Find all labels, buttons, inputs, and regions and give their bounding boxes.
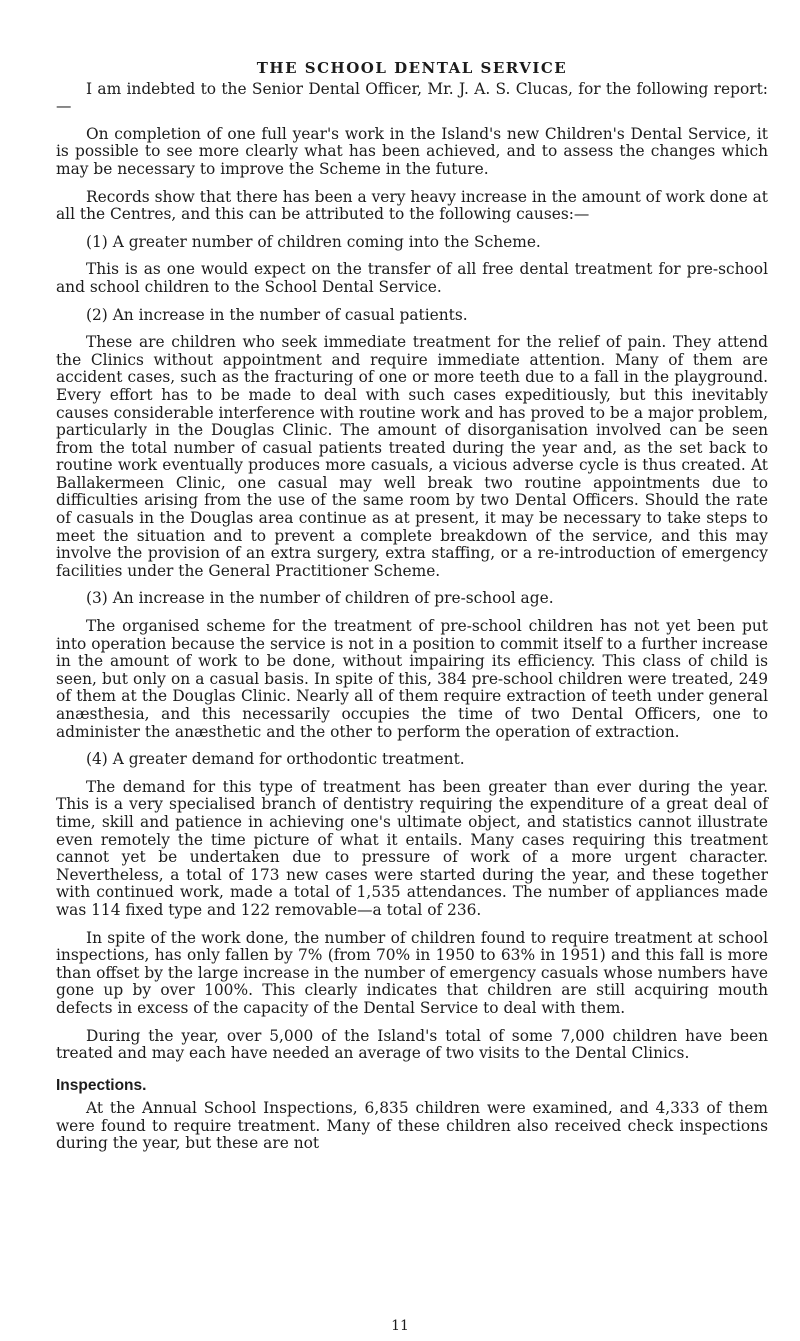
during-paragraph: During the year, over 5,000 of the Island's total of some 7,000 children have been treated and may each have needed an average of two visits to the Dental Clinics. bbox=[56, 1026, 768, 1063]
inspections-heading: Inspections. bbox=[56, 1076, 147, 1094]
cause-3-heading: (3) An increase in the number of children of pre-school age. bbox=[86, 589, 554, 608]
cause-4-paragraph: The demand for this type of treatment has been greater than ever during the year. This is a very specialised branch of dentistry requiring the expenditure of a great deal of time, skill and patience in achieving one's ultimate object, and statistics cannot illustrate even remotely the time picture of what it entails. Many cases requiring this treatment cannot yet be undertaken due to pressure of work of a more urgent character. Nevertheless, a total of 173 new cases were started during the year, and these together with continued work, made a total of 1,535 attendances. The number of appliances made was 114 fixed type and 122 removable—a total of 236. bbox=[56, 777, 768, 919]
document-page bbox=[56, 60, 768, 1163]
spite-paragraph: In spite of the work done, the number of children found to require treatment at school inspections, has only fallen by 7% (from 70% in 1950 to 63% in 1951) and this fall is more than offset by the large increase in the number of emergency casuals whose numbers have gone up by over 100%. This clearly indicates that children are still acquiring mouth defects in excess of the capacity of the Dental Service to deal with them. bbox=[56, 928, 768, 1017]
intro-paragraph: I am indebted to the Senior Dental Officer, Mr. J. A. S. Clucas, for the following report:— bbox=[56, 79, 768, 116]
cause-3-paragraph: The organised scheme for the treatment of pre-school children has not yet been put into operation because the service is not in a position to commit itself to a further increase in the amount of work to be done, without impairing its efficiency. This class of child is seen, but only on a casual basis. In spite of this, 384 pre-school children were treated, 249 of them at the Douglas Clinic. Nearly all of them require extraction of teeth under general anæsthesia, and this necessarily occupies the time of two Dental Officers, one to administer the anæsthetic and the other to perform the operation of extraction. bbox=[56, 617, 768, 741]
cause-2-heading: (2) An increase in the number of casual patients. bbox=[86, 305, 468, 324]
cause-4-heading: (4) A greater demand for orthodontic treatment. bbox=[86, 750, 465, 769]
cause-1-paragraph: This is as one would expect on the transfer of all free dental treatment for pre-school and school children to the School Dental Service. bbox=[56, 260, 768, 296]
cause-2-paragraph: These are children who seek immediate treatment for the relief of pain. They attend the Clinics without appointment and require immediate attention. Many of them are accident cases, such as the fracturing of one or more teeth due to a fall in the playground. Every effort has to be made to deal with such cases expeditiously, but this inevitably causes considerable interference with routine work and has proved to be a major problem, particularly in the Douglas Clinic. The amount of disorganisation involved can be seen from the total number of casual patients treated during the year and, as the set back to routine work eventually produces more casuals, a vicious adverse cycle is thus created. At Ballakermeen Clinic, one casual may well break two routine appointments due to difficulties arising from the use of the same room by two Dental Officers. Should the rate of casuals in the Douglas area continue as at present, it may be necessary to take steps to meet the situation and to prevent a complete breakdown of the service, and this may involve the provision of an extra surgery, extra staffing, or a re-introduction of emergency facilities under the General Practitioner Scheme. bbox=[56, 333, 768, 580]
page-title: THE SCHOOL DENTAL SERVICE bbox=[256, 59, 568, 77]
page-number: 11 bbox=[391, 1318, 409, 1334]
completion-paragraph: On completion of one full year's work in the Island's new Children's Dental Service, it is possible to see more clearly what has been achieved, and to assess the changes which may be necessary to improve the Scheme in the future. bbox=[56, 124, 768, 178]
cause-1-heading: (1) A greater number of children coming into the Scheme. bbox=[86, 232, 541, 251]
inspections-paragraph: At the Annual School Inspections, 6,835 children were examined, and 4,333 of them were found to require treatment. Many of these children also received check inspections during the year, but these are not bbox=[56, 1099, 768, 1153]
records-paragraph: Records show that there has been a very heavy increase in the amount of work done at all the Centres, and this can be attributed to the following causes:— bbox=[56, 187, 768, 224]
